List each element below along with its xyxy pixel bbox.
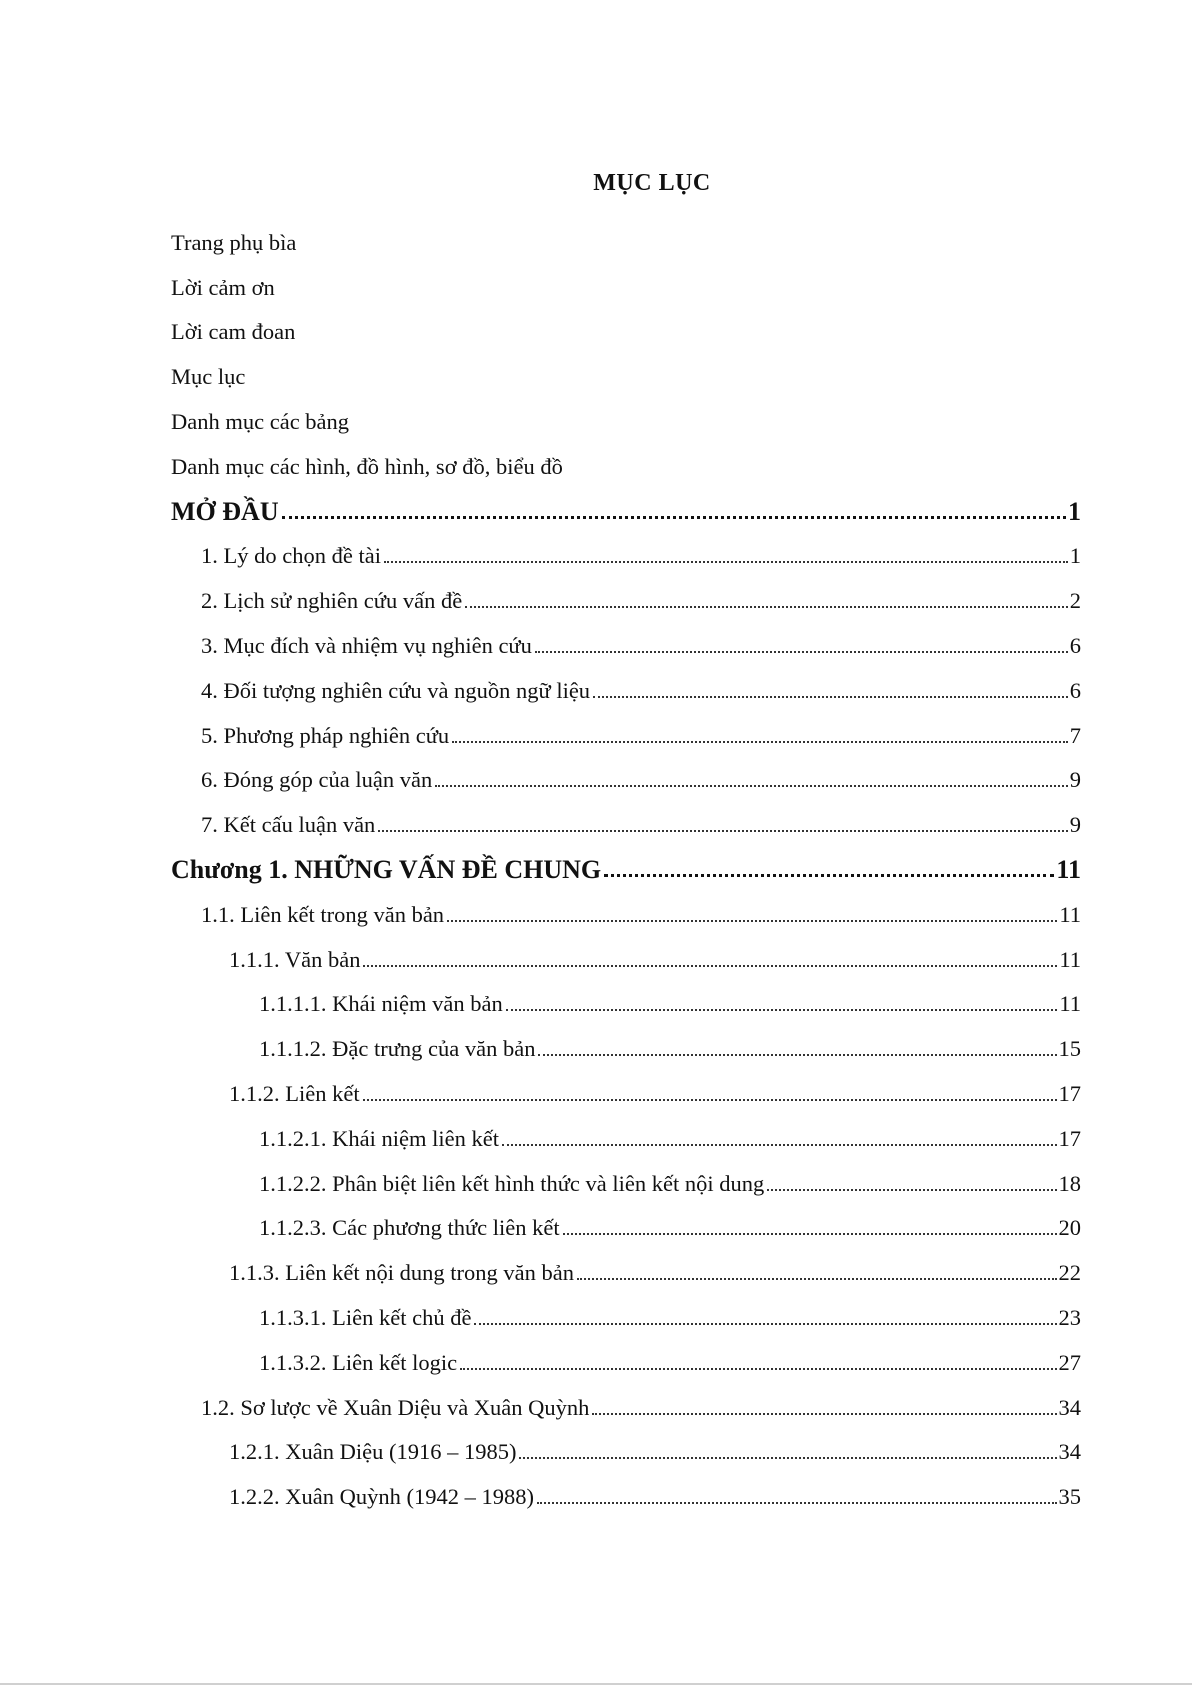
toc-entry — [171, 706, 1081, 751]
toc-entry-label: Mục lục — [171, 364, 246, 390]
dot-leader — [363, 965, 1057, 967]
toc-entry-label: 5. Phương pháp nghiên cứu — [201, 722, 450, 748]
toc-page-number: 11 — [1059, 991, 1081, 1017]
dot-leader — [767, 1189, 1056, 1191]
toc-front-matter-item — [171, 347, 1081, 392]
toc-entry — [171, 527, 1081, 572]
toc-entry — [171, 571, 1081, 616]
toc-entry — [171, 1333, 1081, 1378]
toc-entry-chapter — [171, 840, 1081, 885]
toc-front-matter-item — [171, 437, 1081, 482]
toc-page-number: 17 — [1058, 1125, 1081, 1151]
toc-entry-label: Lời cảm ơn — [171, 274, 275, 300]
toc-entry — [171, 1064, 1081, 1109]
toc-entry-label: 1.1.2.1. Khái niệm liên kết — [259, 1125, 499, 1151]
toc-page-number: 9 — [1069, 812, 1081, 838]
dot-leader — [537, 1502, 1057, 1504]
toc-entry — [171, 1243, 1081, 1288]
dot-leader — [452, 741, 1068, 743]
toc-page-number: 11 — [1059, 946, 1081, 972]
dot-leader — [592, 1413, 1056, 1415]
toc-entry-label: 1.1.1.2. Đặc trưng của văn bản — [259, 1036, 536, 1062]
toc-entry-intro — [171, 482, 1081, 527]
toc-entry — [171, 930, 1081, 975]
toc-entry-label: 1.1.3.1. Liên kết chủ đề — [259, 1304, 472, 1330]
toc-page-number: 2 — [1069, 588, 1081, 614]
toc-page-number: 17 — [1058, 1080, 1081, 1106]
toc-entry-label: 1.1.1. Văn bản — [229, 946, 361, 972]
toc-page-number: 15 — [1058, 1036, 1081, 1062]
toc-entry — [171, 751, 1081, 796]
dot-leader — [460, 1368, 1056, 1370]
toc-page-number: 18 — [1058, 1170, 1081, 1196]
dot-leader — [465, 606, 1068, 608]
toc-entry-label: 1.2.1. Xuân Diệu (1916 – 1985) — [229, 1439, 517, 1465]
toc-entry-label: 6. Đóng góp của luận văn — [201, 767, 433, 793]
dot-leader — [519, 1457, 1056, 1459]
toc-entry-label: MỞ ĐẦU — [171, 496, 279, 526]
toc-entry — [171, 1199, 1081, 1244]
dot-leader — [378, 830, 1067, 832]
toc-entry — [171, 795, 1081, 840]
dot-leader — [502, 1144, 1057, 1146]
toc-entry-label: 2. Lịch sử nghiên cứu vấn đề — [201, 588, 463, 614]
toc-entry-label: 7. Kết cấu luận văn — [201, 812, 376, 838]
toc-page-number: 1 — [1069, 543, 1081, 569]
dot-leader — [577, 1278, 1057, 1280]
toc-page-number: 6 — [1069, 632, 1081, 658]
toc-page-number: 23 — [1058, 1304, 1081, 1330]
toc-page-number: 9 — [1069, 767, 1081, 793]
toc-entry — [171, 1109, 1081, 1154]
toc-entry — [171, 1019, 1081, 1064]
toc-page-number: 1 — [1068, 496, 1081, 526]
toc-entry-label: 1.1.2.3. Các phương thức liên kết — [259, 1215, 560, 1241]
toc-front-matter-item — [171, 392, 1081, 437]
toc-page-number: 35 — [1058, 1484, 1081, 1510]
toc-entry-label: 1.1.3.2. Liên kết logic — [259, 1349, 458, 1375]
dot-leader — [447, 920, 1057, 922]
toc-front-matter-item — [171, 213, 1081, 258]
toc-entry — [171, 975, 1081, 1020]
dot-leader — [384, 561, 1068, 563]
toc-entry-label: 3. Mục đích và nhiệm vụ nghiên cứu — [201, 632, 532, 658]
toc-entry-label: 1.2.2. Xuân Quỳnh (1942 – 1988) — [229, 1484, 534, 1510]
toc-page-number: 11 — [1056, 854, 1081, 884]
toc-page-number: 34 — [1058, 1394, 1081, 1420]
table-of-contents — [171, 213, 1081, 1512]
toc-entry-label: Danh mục các bảng — [171, 408, 350, 434]
toc-entry — [171, 1154, 1081, 1199]
toc-entry-label: 1.1.3. Liên kết nội dung trong văn bản — [229, 1260, 574, 1286]
toc-page-number: 6 — [1069, 677, 1081, 703]
toc-entry — [171, 661, 1081, 706]
dot-leader — [435, 785, 1068, 787]
toc-entry-label: Trang phụ bìa — [171, 229, 297, 255]
toc-entry-label: Danh mục các hình, đồ hình, sơ đồ, biểu đồ — [171, 453, 563, 479]
dot-leader — [593, 696, 1068, 698]
toc-entry-label: 1.1.1.1. Khái niệm văn bản — [259, 991, 503, 1017]
dot-leader — [506, 1009, 1058, 1011]
toc-entry — [171, 1467, 1081, 1512]
toc-page-number: 20 — [1058, 1215, 1081, 1241]
toc-entry-label: 4. Đối tượng nghiên cứu và nguồn ngữ liệu — [201, 677, 591, 703]
toc-front-matter-item — [171, 303, 1081, 348]
toc-entry-label: 1. Lý do chọn đề tài — [201, 543, 381, 569]
dot-leader — [474, 1323, 1056, 1325]
dot-leader — [535, 651, 1068, 653]
dot-leader — [363, 1099, 1057, 1101]
toc-page-number: 22 — [1058, 1260, 1081, 1286]
dot-leader — [282, 516, 1066, 519]
toc-entry-label: 1.1.2. Liên kết — [229, 1080, 360, 1106]
toc-front-matter-item — [171, 258, 1081, 303]
toc-entry — [171, 1288, 1081, 1333]
toc-entry-label: 1.1.2.2. Phân biệt liên kết hình thức và liên kết nội dung — [259, 1170, 765, 1196]
dot-leader — [538, 1054, 1056, 1056]
toc-page-number: 27 — [1058, 1349, 1081, 1375]
dot-leader — [604, 874, 1054, 877]
toc-entry — [171, 616, 1081, 661]
toc-title: MỤC LỤC — [593, 170, 711, 196]
toc-entry — [171, 1378, 1081, 1423]
toc-entry — [171, 1423, 1081, 1468]
toc-entry — [171, 885, 1081, 930]
toc-entry-label: Lời cam đoan — [171, 319, 296, 345]
dot-leader — [563, 1233, 1057, 1235]
toc-page-number: 34 — [1058, 1439, 1081, 1465]
toc-entry-label: Chương 1. NHỮNG VẤN ĐỀ CHUNG — [171, 854, 602, 884]
toc-page-number: 11 — [1059, 901, 1081, 927]
toc-page-number: 7 — [1069, 722, 1081, 748]
toc-entry-label: 1.1. Liên kết trong văn bản — [201, 901, 445, 927]
toc-entry-label: 1.2. Sơ lược về Xuân Diệu và Xuân Quỳnh — [201, 1394, 590, 1420]
